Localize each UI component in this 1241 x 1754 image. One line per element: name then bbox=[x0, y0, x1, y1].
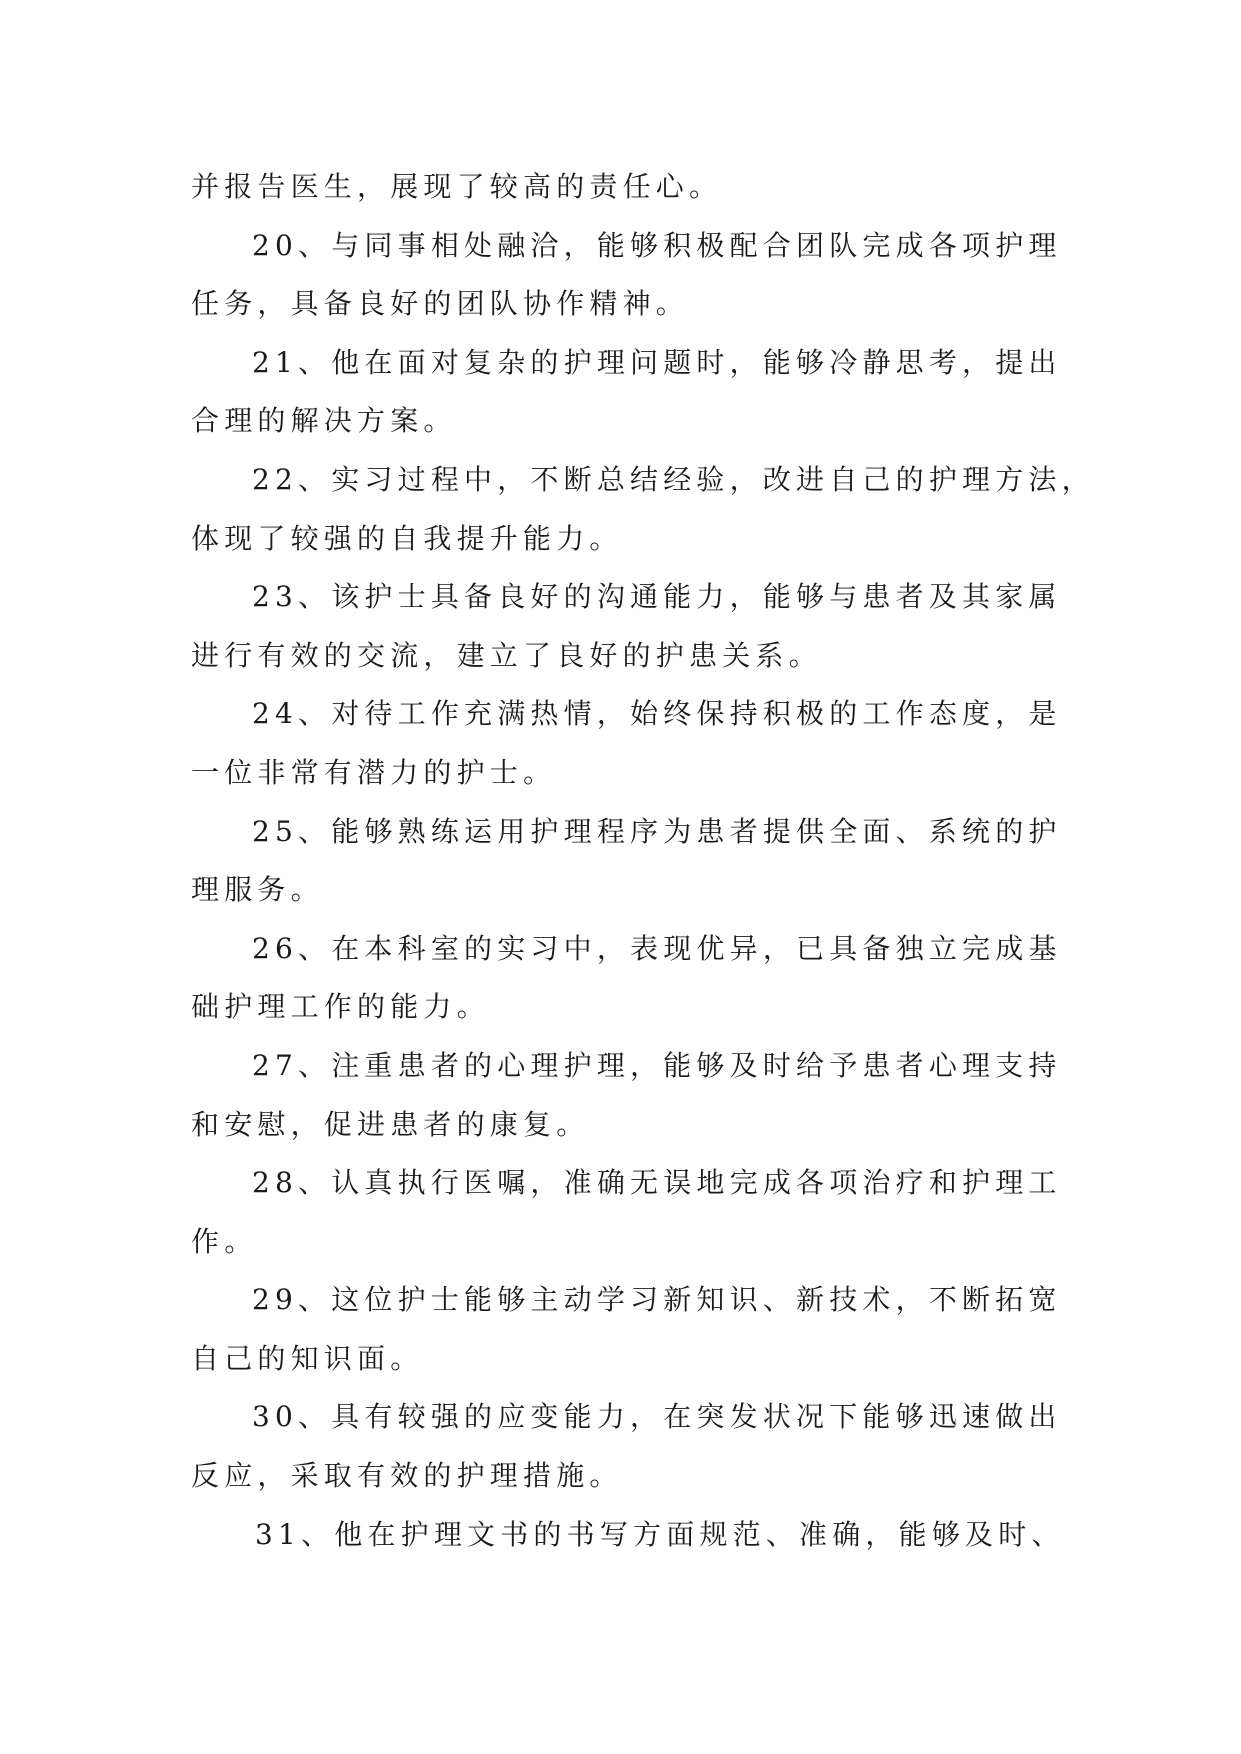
text-line: 自己的知识面。 bbox=[191, 1341, 424, 1375]
text-line: 作。 bbox=[191, 1224, 258, 1258]
text-line: 和安慰，促进患者的康复。 bbox=[191, 1107, 590, 1141]
text-line: 理服务。 bbox=[191, 873, 324, 907]
text-line: 27、注重患者的心理护理，能够及时给予患者心理支持 bbox=[252, 1048, 1062, 1082]
text-line: 23、该护士具备良好的沟通能力，能够与患者及其家属 bbox=[252, 580, 1062, 614]
text-line: 反应，采取有效的护理措施。 bbox=[191, 1459, 623, 1493]
text-line: 24、对待工作充满热情，始终保持积极的工作态度，是 bbox=[252, 697, 1062, 731]
text-line: 22、实习过程中，不断总结经验，改进自己的护理方法， bbox=[252, 462, 1095, 496]
body-text bbox=[191, 158, 1095, 1564]
text-line: 础护理工作的能力。 bbox=[191, 990, 490, 1024]
text-line: 并报告医生，展现了较高的责任心。 bbox=[191, 170, 723, 203]
text-line: 25、能够熟练运用护理程序为患者提供全面、系统的护 bbox=[252, 814, 1062, 848]
text-line: 体现了较强的自我提升能力。 bbox=[191, 521, 623, 555]
text-line: 20、与同事相处融洽，能够积极配合团队完成各项护理 bbox=[252, 228, 1062, 262]
text-line: 一位非常有潜力的护士。 bbox=[191, 755, 557, 789]
text-line: 31、他在护理文书的书写方面规范、准确，能够及时、 bbox=[255, 1517, 1065, 1551]
text-line: 30、具有较强的应变能力，在突发状况下能够迅速做出 bbox=[252, 1400, 1062, 1434]
text-line: 合理的解决方案。 bbox=[191, 404, 457, 438]
text-line: 21、他在面对复杂的护理问题时，能够冷静思考，提出 bbox=[252, 345, 1062, 379]
text-line: 进行有效的交流，建立了良好的护患关系。 bbox=[191, 638, 822, 672]
text-line: 26、在本科室的实习中，表现优异，已具备独立完成基 bbox=[252, 931, 1062, 965]
text-line: 任务，具备良好的团队协作精神。 bbox=[191, 287, 690, 321]
text-line: 28、认真执行医嘱，准确无误地完成各项治疗和护理工 bbox=[252, 1166, 1062, 1200]
text-line: 29、这位护士能够主动学习新知识、新技术，不断拓宽 bbox=[252, 1283, 1062, 1317]
